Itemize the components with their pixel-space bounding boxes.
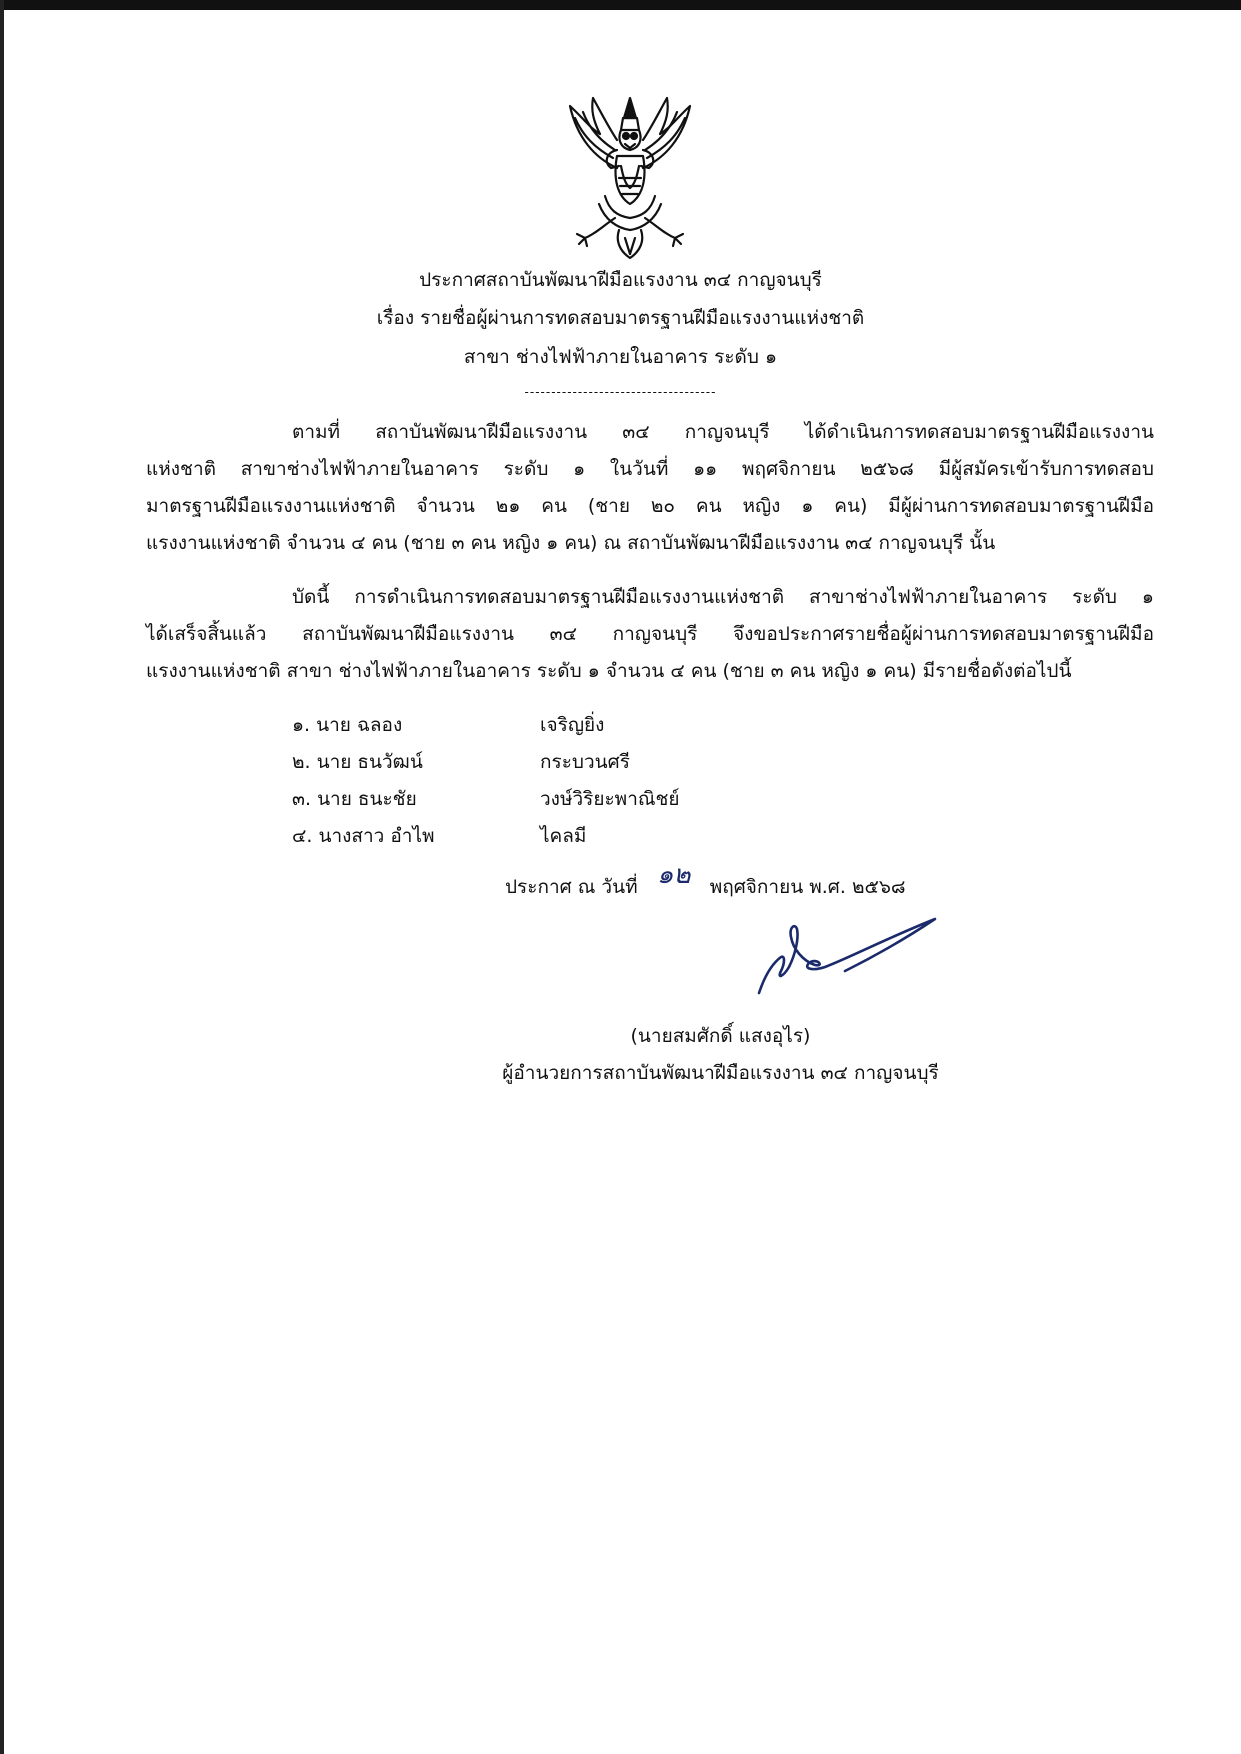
handwritten-day: ๑๒: [656, 860, 691, 890]
paragraph1-line2: แห่งชาติ สาขาช่างไฟฟ้าภายในอาคาร ระดับ ๑ ในวันที่ ๑๑ พฤศจิกายน ๒๕๖๘ มีผู้สมัครเข้ารับการทดสอบ: [146, 458, 1154, 480]
handwritten-signature: [755, 905, 945, 1000]
announcement-date: [505, 860, 906, 899]
paragraph2-line2: ได้เสร็จสิ้นแล้ว สถาบันพัฒนาฝีมือแรงงาน ๓๔ กาญจนบุรี จึงขอประกาศรายชื่อผู้ผ่านการทดสอบมาตรฐานฝีมือ: [146, 623, 1154, 645]
scan-top-border: [0, 0, 1241, 10]
announcement-subject: เรื่อง รายชื่อผู้ผ่านการทดสอบมาตรฐานฝีมือแรงงานแห่งชาติ: [376, 307, 865, 329]
paragraph1-line3: มาตรฐานฝีมือแรงงานแห่งชาติ จำนวน ๒๑ คน (ชาย ๒๐ คน หญิง ๑ คน) มีผู้ผ่านการทดสอบมาตรฐานฝีมือ: [146, 495, 1154, 517]
paragraph2-line1: บัดนี้ การดำเนินการทดสอบมาตรฐานฝีมือแรงงานแห่งชาติ สาขาช่างไฟฟ้าภายในอาคาร ระดับ ๑: [292, 586, 1154, 608]
passer-2-firstname: ๒. นาย ธนวัฒน์: [292, 751, 423, 773]
date-prefix: ประกาศ ณ วันที่: [505, 876, 638, 898]
paragraph2-line3: แรงงานแห่งชาติ สาขา ช่างไฟฟ้าภายในอาคาร ระดับ ๑ จำนวน ๔ คน (ชาย ๓ คน หญิง ๑ คน) มีรายชื่อดังต่อไปนี้: [146, 660, 1072, 682]
passer-4-lastname: ไคลมี: [540, 825, 587, 847]
paragraph1-line4: แรงงานแห่งชาติ จำนวน ๔ คน (ชาย ๓ คน หญิง ๑ คน) ณ สถาบันพัฒนาฝีมือแรงงาน ๓๔ กาญจนบุรี นั้น: [146, 532, 996, 554]
announcement-branch: สาขา ช่างไฟฟ้าภายในอาคาร ระดับ ๑: [463, 346, 778, 368]
scan-left-border: [0, 0, 4, 1754]
passer-1-lastname: เจริญยิ่ง: [540, 714, 605, 736]
paragraph1-line1: ตามที่ สถาบันพัฒนาฝีมือแรงงาน ๓๔ กาญจนบุรี ได้ดำเนินการทดสอบมาตรฐานฝีมือแรงงาน: [292, 421, 1154, 443]
passer-2-lastname: กระบวนศรี: [540, 751, 630, 773]
passer-3-firstname: ๓. นาย ธนะชัย: [292, 788, 417, 810]
signatory-name: (นายสมศักดิ์ แสงอุไร): [630, 1025, 811, 1047]
passer-4-firstname: ๔. นางสาว อำไพ: [292, 825, 435, 847]
passer-3-lastname: วงษ์วิริยะพาณิชย์: [540, 788, 680, 810]
garuda-emblem-icon: [555, 88, 705, 263]
passer-1-firstname: ๑. นาย ฉลอง: [292, 714, 403, 736]
date-suffix: พฤศจิกายน พ.ศ. ๒๕๖๘: [709, 876, 906, 898]
announcement-title: ประกาศสถาบันพัฒนาฝีมือแรงงาน ๓๔ กาญจนบุรี: [419, 269, 822, 291]
separator-line: ------------------------------------: [524, 385, 717, 399]
signatory-position: ผู้อำนวยการสถาบันพัฒนาฝีมือแรงงาน ๓๔ กาญจนบุรี: [502, 1062, 939, 1084]
